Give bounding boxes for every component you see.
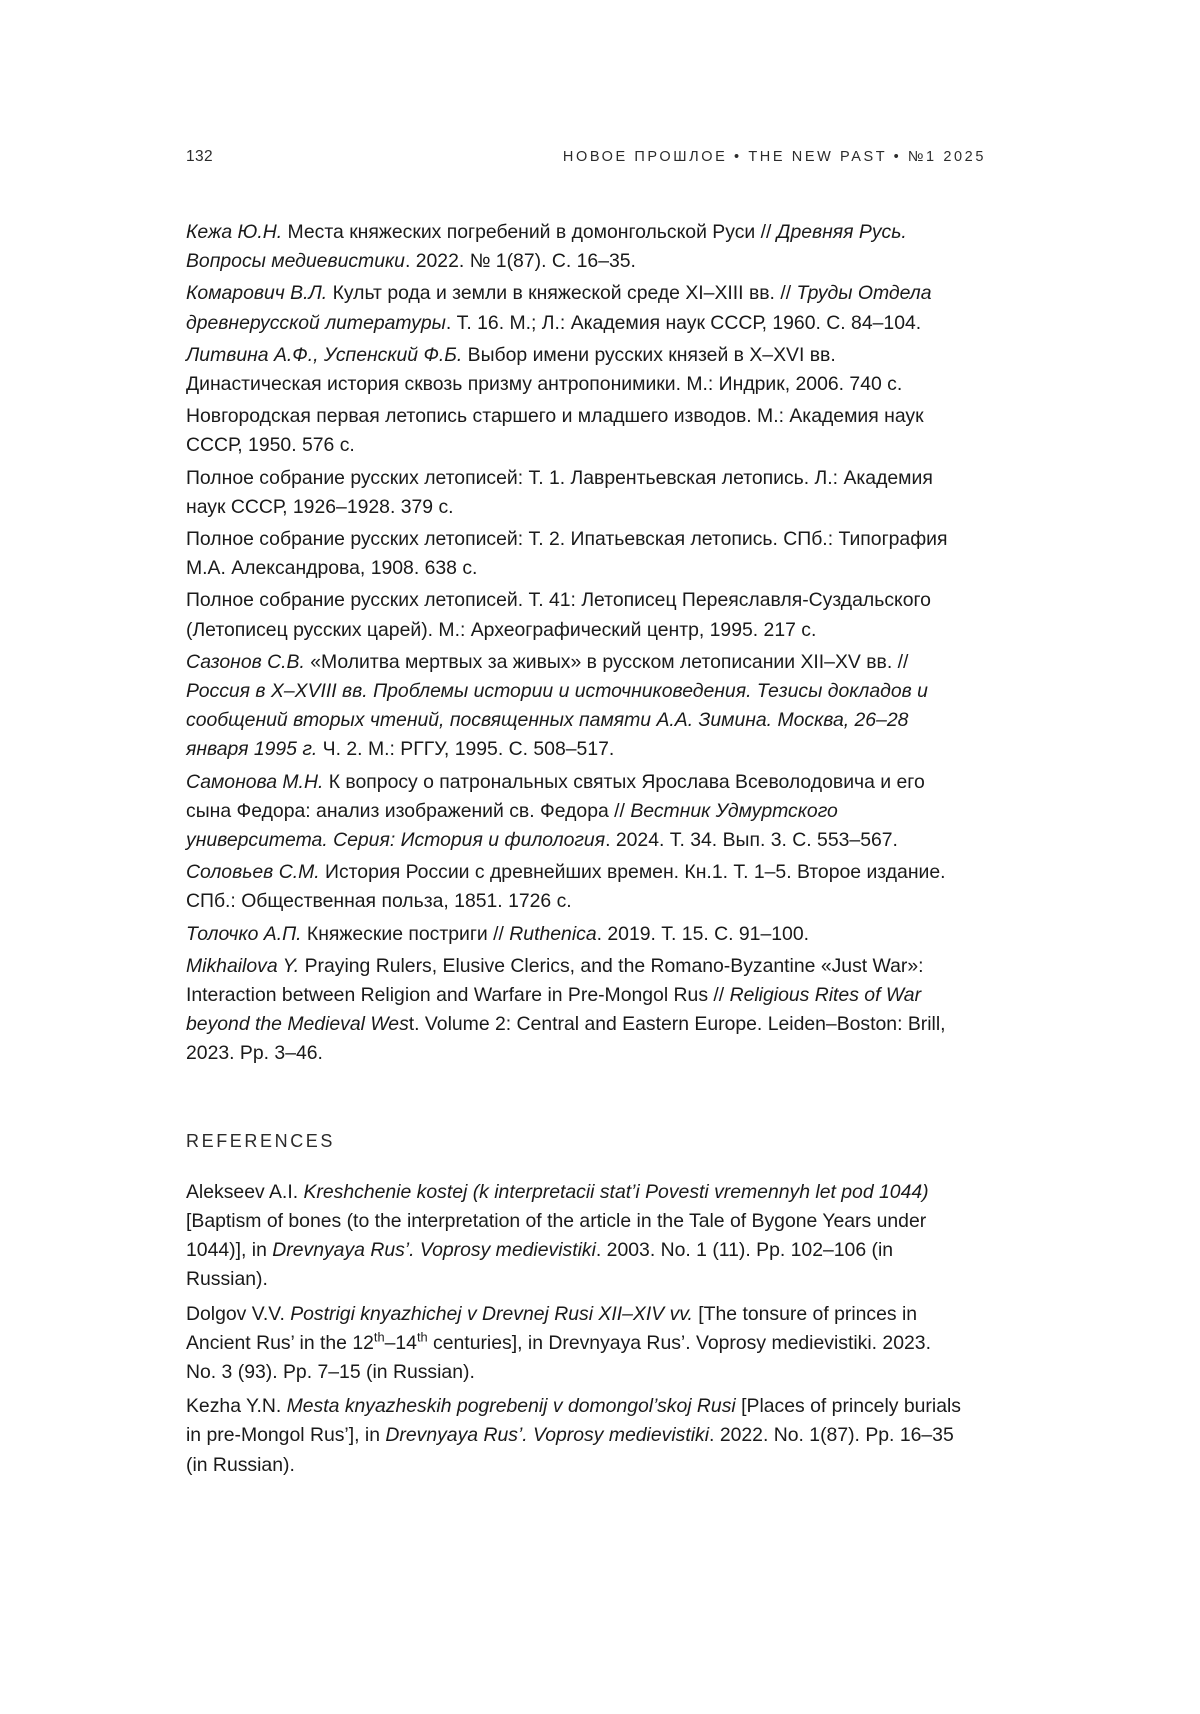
reference-entry: Kezha Y.N. Mesta knyazheskih pogrebenij v domongol’skoj Rusi [Places of princely burials in pre-Mongol Rus’], in Drevnyaya Rus’. Voprosy medievistiki. 2022. No. 1(87). Pp. 16–35 (in Russian).: [186, 1395, 961, 1476]
page-header: [186, 148, 986, 166]
running-head: НОВОЕ ПРОШЛОЕ • THE NEW PAST • №1 2025: [562, 149, 986, 165]
reference-entry: Dolgov V.V. Postrigi knyazhichej v Drevnej Rusi XII–XIV vv. [The tonsure of princes in Ancient Rus’ in the 12th–14th centuries], in Drevnyaya Rus’. Voprosy medievistiki. 2023. No. 3 (93). Pp. 7–15 (in Russian).: [186, 1302, 931, 1383]
page-body: [186, 218, 966, 1485]
bibliography-list-ru: [186, 218, 966, 1069]
page-number: 132: [186, 148, 214, 165]
bibliography-entry: Полное собрание русских летописей: Т. 2. Ипатьевская летопись. СПб.: Типография М.А. Александрова, 1908. 638 с.: [186, 528, 948, 580]
bibliography-entry: Кежа Ю.Н. Места княжеских погребений в домонгольской Руси // Древняя Русь. Вопросы медиевистики. 2022. № 1(87). С. 16–35.: [186, 221, 907, 273]
bibliography-entry: Новгородская первая летопись старшего и младшего изводов. М.: Академия наук СССР, 1950. 576 с.: [186, 405, 924, 457]
references-list-en: [186, 1178, 966, 1480]
bibliography-entry: Литвина А.Ф., Успенский Ф.Б. Выбор имени русских князей в X–XVI вв. Династическая история сквозь призму антропонимики. М.: Индрик, 2006. 740 с.: [186, 343, 903, 396]
bibliography-entry: Mikhailova Y. Praying Rulers, Elusive Clerics, and the Romano-Byzantine «Just War»: Interaction between Religion and Warfare in Pre-Mongol Rus // Religious Rites of War beyond the Medieval West. Volume 2: Central and Eastern Europe. Leiden–Boston: Brill, 2023. Pp. 3–46.: [186, 954, 946, 1065]
bibliography-entry: Полное собрание русских летописей. Т. 41: Летописец Переяславля-Суздальского (Летописец русских царей). М.: Археографический центр, 1995. 217 с.: [186, 589, 931, 641]
bibliography-entry: Соловьев С.М. История России с древнейших времен. Кн.1. Т. 1–5. Второе издание. СПб.: Общественная польза, 1851. 1726 с.: [186, 861, 946, 913]
bibliography-entry: Комарович В.Л. Культ рода и земли в княжеской среде XI–XIII вв. // Труды Отдела древнерусской литературы. Т. 16. М.; Л.: Академия наук СССР, 1960. С. 84–104.: [186, 282, 932, 334]
bibliography-entry: Полное собрание русских летописей: Т. 1. Лаврентьевская летопись. Л.: Академия наук СССР, 1926–1928. 379 с.: [186, 466, 933, 518]
references-heading: REFERENCES: [186, 1130, 336, 1151]
reference-entry: Alekseev A.I. Kreshchenie kostej (k interpretacii stat’i Povesti vremennyh let pod 1044) [Baptism of bones (to the interpretation of the article in the Tale of Bygone Years under 1044)], in Drevnyaya Rus’. Voprosy medievistiki. 2003. No. 1 (11). Pp. 102–106 (in Russian).: [186, 1180, 929, 1291]
bibliography-entry: Самонова М.Н. К вопросу о патрональных святых Ярослава Всеволодовича и его сына Федора: анализ изображений св. Федора // Вестник Удмуртского университета. Серия: История и филология. 2024. Т. 34. Вып. 3. С. 553–567.: [186, 770, 925, 852]
bibliography-entry: Толочко А.П. Княжеские постриги // Ruthenica. 2019. Т. 15. С. 91–100.: [186, 922, 809, 945]
bibliography-entry: Сазонов С.В. «Молитва мертвых за живых» в русском летописании XII–XV вв. // Россия в X–XVIII вв. Проблемы истории и источниковедения. Тезисы докладов и сообщений вторых чтений, посвященных памяти А.А. Зимина. Москва, 26–28 января 1995 г. Ч. 2. М.: РГГУ, 1995. С. 508–517.: [186, 650, 928, 761]
